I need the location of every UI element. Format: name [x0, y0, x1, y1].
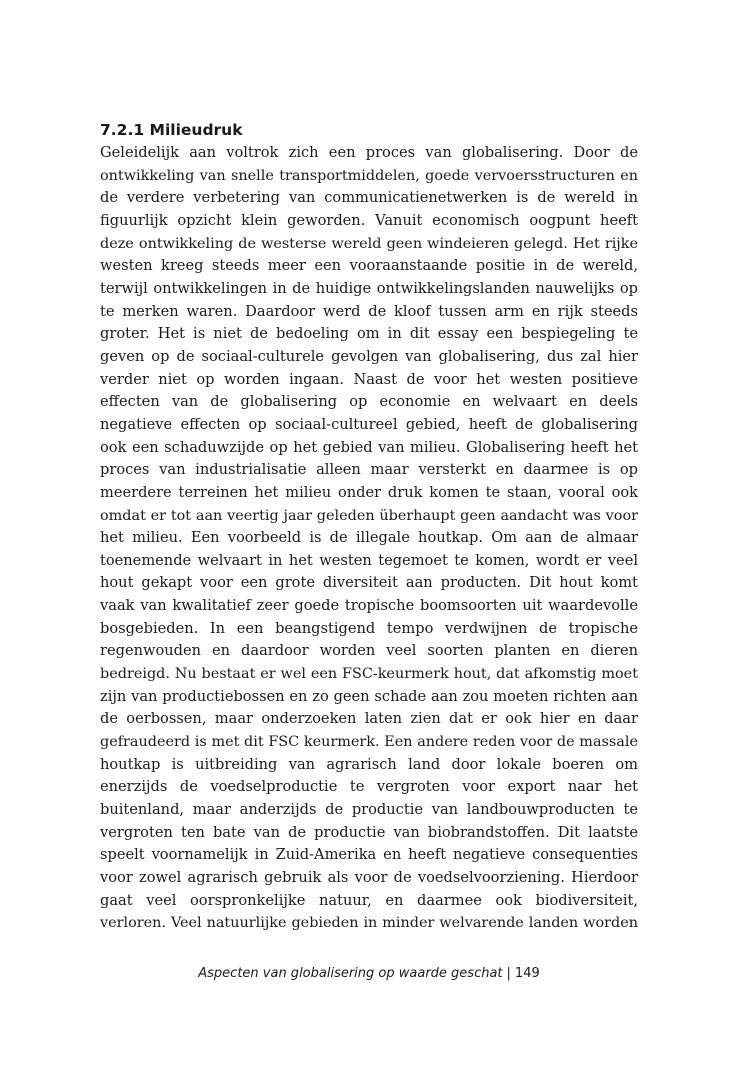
text-line: effecten van de globalisering op economie en welvaart en deels	[100, 393, 638, 411]
text-line: bosgebieden. In een beangstigend tempo verdwijnen de tropische	[100, 619, 638, 637]
text-line: Geleidelijk aan voltrok zich een proces van globalisering. Door de	[100, 144, 638, 161]
page-number: 149	[514, 966, 540, 981]
page-footer	[0, 964, 738, 984]
text-line: regenwouden en daardoor worden veel soorten planten en dieren	[100, 642, 638, 660]
footer-separator: |	[506, 966, 511, 981]
text-line: speelt voornamelijk in Zuid-Amerika en heeft negatieve consequenties	[100, 846, 638, 864]
text-line: verder niet op worden ingaan. Naast de voor het westen positieve	[100, 370, 638, 388]
text-line: vergroten ten bate van de productie van biobrandstoffen. Dit laatste	[100, 823, 638, 841]
text-line: ook een schaduwzijde op het gebied van milieu. Globalisering heeft het	[100, 438, 638, 456]
section-heading: 7.2.1 Milieudruk	[100, 121, 243, 139]
text-line: verloren. Veel natuurlijke gebieden in minder welvarende landen worden	[100, 915, 638, 932]
text-line: hout gekapt voor een grote diversiteit aan producten. Dit hout komt	[100, 574, 638, 592]
text-line: figuurlijk opzicht klein geworden. Vanuit economisch oogpunt heeft	[100, 211, 638, 229]
text-line: deze ontwikkeling de westerse wereld geen windeieren gelegd. Het rijke	[100, 235, 638, 252]
text-line: groter. Het is niet de bedoeling om in dit essay een bespiegeling te	[100, 325, 638, 343]
text-line: meerdere terreinen het milieu onder druk komen te staan, vooral ook	[100, 483, 638, 501]
text-line: te merken waren. Daardoor werd de kloof tussen arm en rijk steeds	[100, 302, 638, 320]
text-line: gefraudeerd is met dit FSC keurmerk. Een andere reden voor de massale	[100, 734, 638, 751]
text-line: ontwikkeling van snelle transportmiddelen, goede vervoersstructuren en	[100, 167, 638, 184]
text-line: buitenland, maar anderzijds de productie van landbouwproducten te	[100, 801, 638, 819]
text-line: zijn van productiebossen en zo geen schade aan zou moeten richten aan	[100, 687, 638, 705]
running-title: Aspecten van globalisering op waarde geschat	[198, 966, 503, 981]
text-line: vaak van kwalitatief zeer goede tropische boomsoorten uit waardevolle	[100, 597, 638, 615]
text-line: westen kreeg steeds meer een vooraanstaande positie in de wereld,	[100, 257, 638, 275]
text-line: omdat er tot aan veertig jaar geleden überhaupt geen aandacht was voor	[100, 507, 638, 524]
text-line: de verdere verbetering van communicatienetwerken is de wereld in	[100, 189, 638, 207]
text-line: negatieve effecten op sociaal-cultureel gebied, heeft de globalisering	[100, 415, 638, 433]
text-line: de oerbossen, maar onderzoeken laten zien dat er ook hier en daar	[100, 710, 638, 728]
text-line: houtkap is uitbreiding van agrarisch land door lokale boeren om	[100, 755, 638, 773]
text-line: het milieu. Een voorbeeld is de illegale houtkap. Om aan de almaar	[100, 529, 638, 547]
text-line: geven op de sociaal-culturele gevolgen van globalisering, dus zal hier	[100, 347, 638, 365]
text-line: voor zowel agrarisch gebruik als voor de voedselvoorziening. Hierdoor	[100, 869, 638, 886]
text-line: toenemende welvaart in het westen tegemoet te komen, wordt er veel	[100, 551, 638, 569]
body-paragraph	[100, 142, 638, 935]
text-line: gaat veel oorspronkelijke natuur, en daarmee ook biodiversiteit,	[100, 891, 638, 909]
text-line: terwijl ontwikkelingen in de huidige ontwikkelingslanden nauwelijks op	[100, 279, 638, 297]
text-line: enerzijds de voedselproductie te vergroten voor export naar het	[100, 778, 638, 796]
text-line: proces van industrialisatie alleen maar versterkt en daarmee is op	[100, 461, 638, 479]
text-line: bedreigd. Nu bestaat er wel een FSC-keurmerk hout, dat afkomstig moet	[100, 666, 638, 683]
